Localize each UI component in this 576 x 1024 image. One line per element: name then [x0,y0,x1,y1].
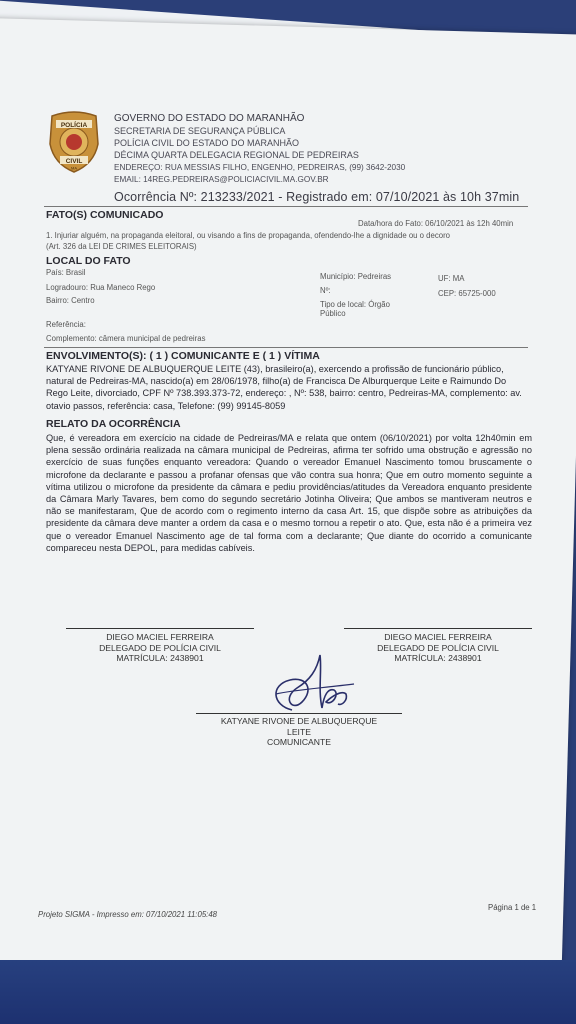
signature-right-role: DELEGADO DE POLÍCIA CIVIL [377,642,499,653]
signature-comunicante-role: COMUNICANTE [267,737,331,747]
handwritten-signature [262,650,362,722]
fato-datahora: Data/hora do Fato: 06/10/2021 às 12h 40min [358,219,514,228]
footer-pagina: Página 1 de 1 [488,903,537,912]
divider [44,206,528,207]
envolvimento-text: KATYANE RIVONE DE ALBUQUERQUE LEITE (43), brasileiro(a), exercendo a profissão de funcionário público, natural de Pedreiras-MA, nascido(a) em 28/06/1978, filho(a) de Francisca De Alburquerque Leite e Raimundo Do Rego Leite, divorciado, CPF Nº 738.393.373-72, endereço: , Nº: 538, bairro: centro, Pedreiras-MA, complemento: av. otavio passos, referência: casa, Telefone: (99) 99145-8059 [46,364,522,411]
header-email: EMAIL: 14REG.PEDREIRAS@POLICIACIVIL.MA.GOV.BR [114,175,329,184]
header-policia: POLÍCIA CIVIL DO ESTADO DO MARANHÃO [114,138,300,148]
signature-left [66,632,254,664]
signature-line [196,713,402,714]
badge-top-text: POLÍCIA [60,122,88,129]
police-badge-icon [44,108,104,174]
fato-description: 1. Injuriar alguém, na propaganda eleitoral, ou visando a fins de propaganda, ofendendo-lhe a dignidade ou o decoro [46,231,451,240]
local-tipo: Tipo de local: Órgão [320,300,390,309]
relato-text: Que, é vereadora em exercício na cidade de Pedreiras/MA e relata que ontem (06/10/2021) por volta 12h40min em plena sessão ordinária realizada na câmara municipal de Pedreiras, afirma ter sofrido uma obstrução e agressão no exercício de suas funções enquanto vereadora: Quando o vereador Emanuel Nascimento tomou bruscamente o microfone da declarante e passou a profanar ofensas que vão contra sua honra; Que em outro momento seguinte a vítima utilizou o microfone da presidente da câmara e pediu providências/atitudes da Vereadora enquanto presidente da Câmara Marly Tavares, bem como do segundo secretário Jotinha Oliveira; Que ambos se mantiveram neutros e não se manifestaram, Que de acordo com o regimento interno da casa Art. 15, que dispõe sobre as atribuições da presidente da câmara deve manter a ordem da casa e o mesmo tornou a repetir o ato. Que, esta não é a primeira vez que o vereador Emanuel Nascimento age de tal forma com a declarante; Que diante do ocorrido a comunicante compareceu nesta DEPOL, para medidas cabíveis. [46,433,532,553]
signature-comunicante-name: KATYANE RIVONE DE ALBUQUERQUE [220,716,378,726]
header-endereco: ENDEREÇO: RUA MESSIAS FILHO, ENGENHO, PEDREIRAS, (99) 3642-2030 [114,163,406,172]
signature-right-name: DIEGO MACIEL FERREIRA [384,632,492,642]
local-numero: Nº: [320,286,331,295]
badge-state-text: MA [71,165,77,171]
footer-projeto: Projeto SIGMA - Impresso em: 07/10/2021 11:05:48 [38,910,217,919]
fato-lei: (Art. 326 da LEI DE CRIMES ELEITORAIS) [46,242,197,251]
signature-left-name: DIEGO MACIEL FERREIRA [106,632,214,642]
local-cep: CEP: 65725-000 [438,289,496,298]
local-uf: UF: MA [438,274,465,283]
signature-line [344,628,532,629]
ocorrencia-line: Ocorrência Nº: 213233/2021 - Registrado em: 07/10/2021 às 10h 37min [114,190,520,204]
badge-bottom-text: CIVIL [65,158,83,165]
header-secretaria: SECRETARIA DE SEGURANÇA PÚBLICA [114,126,286,136]
signature-right-matricula: MATRÍCULA: 2438901 [394,653,482,663]
local-bairro: Bairro: Centro [46,296,95,305]
signature-line [66,628,254,629]
signature-left-role: DELEGADO DE POLÍCIA CIVIL [99,642,221,653]
header-governo: GOVERNO DO ESTADO DO MARANHÃO [114,113,305,124]
signature-comunicante-name-2: LEITE [287,726,311,737]
relato-heading: RELATO DA OCORRÊNCIA [46,418,181,430]
signature-comunicante [190,716,408,748]
divider [44,347,528,348]
local-pais: País: Brasil [46,268,86,277]
local-referencia: Referência: [46,320,86,329]
signature-right [344,632,532,664]
local-complemento: Complemento: câmera municipal de pedreiras [46,334,206,343]
envolvimento-heading: ENVOLVIMENTO(S): ( 1 ) COMUNICANTE E ( 1 ) VÍTIMA [46,350,320,362]
local-logradouro: Logradouro: Rua Maneco Rego [46,283,156,292]
header-delegacia: DÉCIMA QUARTA DELEGACIA REGIONAL DE PEDREIRAS [114,150,359,160]
local-municipio: Município: Pedreiras [320,272,392,281]
signature-left-matricula: MATRÍCULA: 2438901 [116,653,204,663]
local-heading: LOCAL DO FATO [46,255,131,267]
fato-heading: FATO(S) COMUNICADO [46,209,164,221]
local-tipo-2: Público [320,309,346,318]
